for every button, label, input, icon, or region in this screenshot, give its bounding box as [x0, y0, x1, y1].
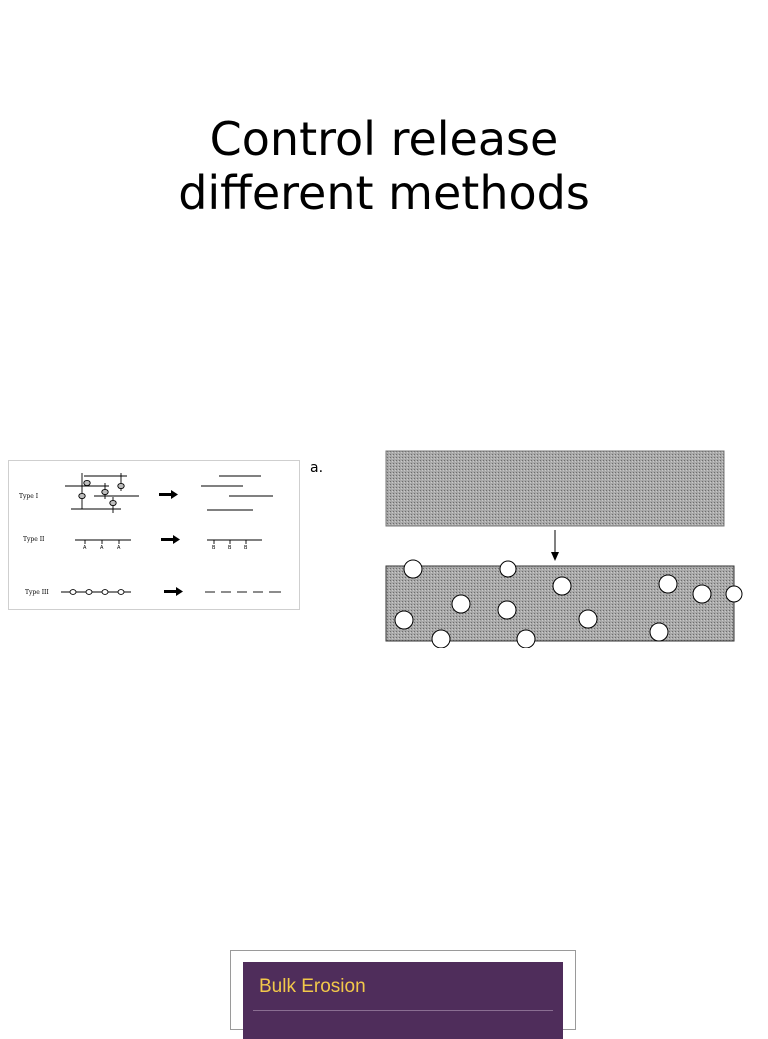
- title-line-2: different methods: [178, 166, 590, 220]
- erosion-figure: [300, 448, 745, 648]
- type2-group-b3: B: [244, 545, 248, 551]
- type2-group-a3: A: [117, 545, 121, 551]
- row-label-type-2: Type II: [23, 536, 45, 543]
- figure-label: a.: [310, 460, 324, 476]
- type2-group-b2: B: [228, 545, 232, 551]
- bulk-erosion-panel: [243, 962, 563, 1039]
- bulk-erosion-title: Bulk Erosion: [259, 976, 366, 997]
- degradation-types-diagram: [9, 461, 299, 609]
- type1-crosslinked-network: [65, 473, 139, 513]
- type3-arrow-icon: [164, 587, 183, 596]
- title-line-1: Control release: [209, 112, 559, 166]
- divider: [253, 1010, 553, 1011]
- type2-chain-after: [207, 540, 262, 544]
- bulk-erosion-slide: [230, 950, 576, 1030]
- type1-arrow-icon: [159, 490, 178, 499]
- degradation-types-figure: [8, 460, 300, 610]
- type1-fragments: [201, 476, 273, 510]
- slide-title: [0, 112, 768, 220]
- type2-group-a2: A: [100, 545, 104, 551]
- type2-group-a1: A: [83, 545, 87, 551]
- down-arrow-icon: [551, 530, 559, 561]
- type3-chain-before: [61, 590, 131, 595]
- type2-group-b1: B: [212, 545, 216, 551]
- intact-matrix-block: [386, 451, 724, 526]
- type2-arrow-icon: [161, 535, 180, 544]
- eroded-matrix-block: [386, 560, 742, 648]
- row-label-type-3: Type III: [25, 589, 49, 596]
- type2-chain-before: [75, 540, 131, 544]
- erosion-diagram: [300, 448, 745, 648]
- row-label-type-1: Type I: [19, 493, 39, 500]
